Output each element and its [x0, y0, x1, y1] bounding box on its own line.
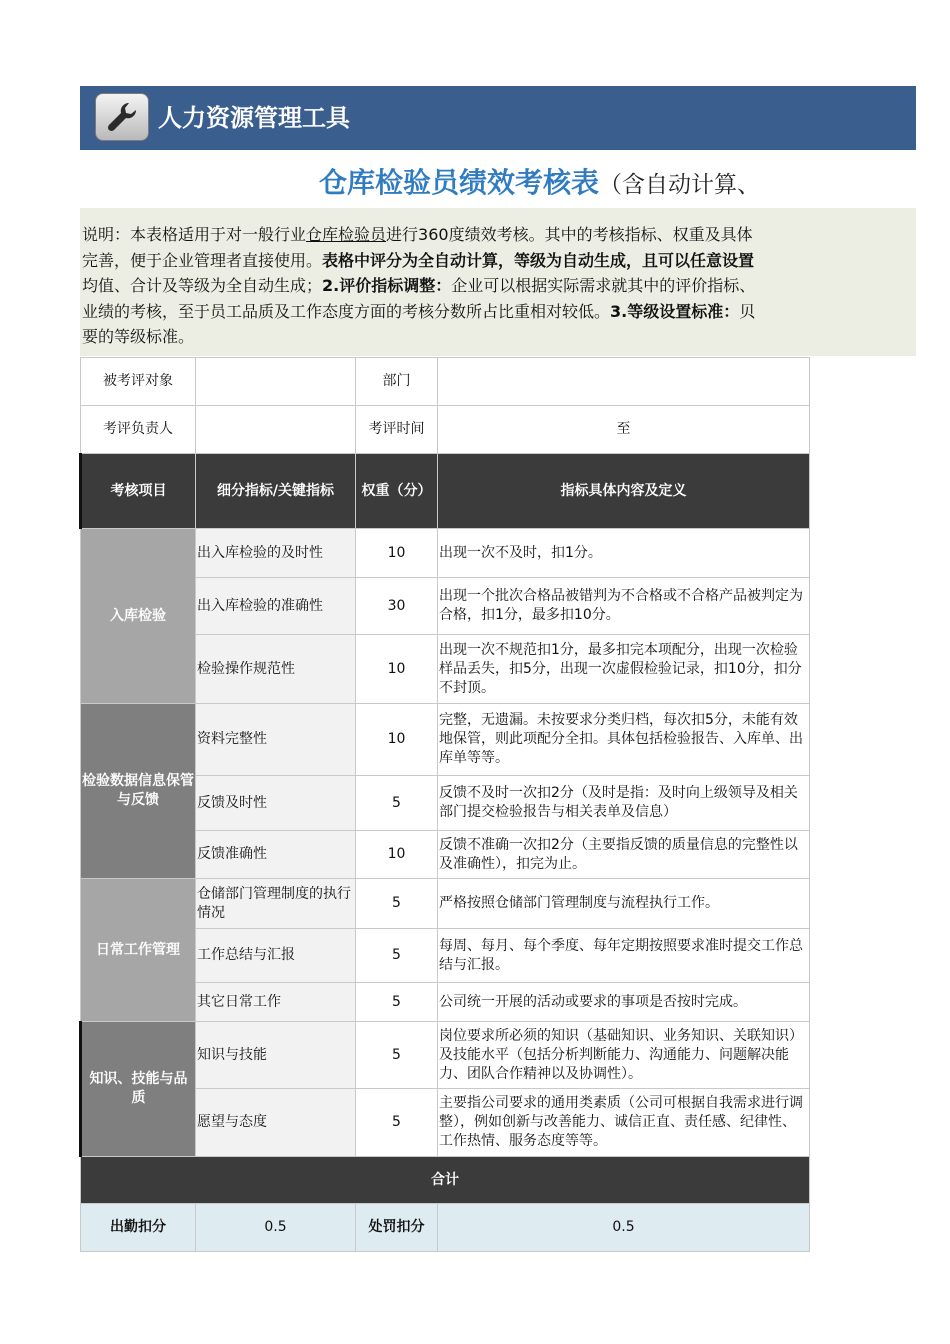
category-cell: 检验数据信息保管与反馈 [81, 704, 196, 879]
penalty-value[interactable]: 0.5 [438, 1204, 810, 1252]
definition-cell: 反馈不及时一次扣2分（及时是指：及时向上级领导及相关部门提交检验报告与相关表单及信息） [438, 776, 810, 831]
indicator-cell: 其它日常工作 [196, 983, 356, 1022]
desc-line1-underline: 仓库检验员 [306, 225, 387, 244]
definition-cell: 出现一个批次合格品被错判为不合格或不合格产品被判定为合格，扣1分，最多扣10分。 [438, 578, 810, 635]
desc-line3-bold: 2.评价指标调整： [322, 276, 452, 295]
evaluee-label: 被考评对象 [81, 358, 196, 406]
definition-cell: 出现一次不及时，扣1分。 [438, 529, 810, 578]
table-row [81, 879, 810, 929]
total-label: 合计 [81, 1157, 810, 1204]
weight-cell[interactable]: 5 [356, 1022, 438, 1089]
desc-line4-pre: 业绩的考核，至于员工品质及工作态度方面的考核分数所占比重相对较低。 [82, 301, 611, 321]
category-cell: 日常工作管理 [81, 879, 196, 1022]
definition-cell: 出现一次不规范扣1分，最多扣完本项配分，出现一次检验样品丢失，扣5分，出现一次虚假检验记录，扣10分，扣分不封顶。 [438, 635, 810, 704]
indicator-cell: 资料完整性 [196, 704, 356, 776]
indicator-cell: 出入库检验的准确性 [196, 578, 356, 635]
total-row [81, 1157, 810, 1204]
indicator-cell: 仓储部门管理制度的执行情况 [196, 879, 356, 929]
desc-line5: 要的等级标准。 [82, 327, 195, 346]
indicator-cell: 知识与技能 [196, 1022, 356, 1089]
desc-line2-bold: 表格中评分为全自动计算，等级为自动生成，且可以任意设置 [322, 250, 755, 270]
dept-input[interactable] [438, 358, 810, 406]
indicator-cell: 出入库检验的及时性 [196, 529, 356, 578]
table-row [81, 529, 810, 578]
desc-line1-pre: 说明：本表格适用于对一般行业 [82, 225, 307, 244]
table-row [81, 1022, 810, 1089]
description-text [82, 222, 810, 350]
lead-input[interactable] [196, 406, 356, 454]
definition-cell: 岗位要求所必须的知识（基础知识、业务知识、关联知识）及技能水平（包括分析判断能力、沟通能力、问题解决能力、团队合作精神以及协调性）。 [438, 1022, 810, 1089]
desc-line3-post: 企业可以根据实际需求就其中的评价指标、 [451, 276, 756, 295]
indicator-cell: 反馈准确性 [196, 831, 356, 879]
penalty-label: 处罚扣分 [356, 1204, 438, 1252]
weight-cell[interactable]: 30 [356, 578, 438, 635]
time-input[interactable]: 至 [438, 406, 810, 454]
description-panel [80, 208, 916, 356]
category-cell: 知识、技能与品质 [81, 1022, 196, 1157]
desc-line4-post: 贝 [739, 301, 756, 321]
desc-line2-pre: 完善，便于企业管理者直接使用。 [82, 250, 323, 270]
definition-cell: 完整，无遗漏。未按要求分类归档，每次扣5分，未能有效地保管，则此项配分全扣。具体包括检验报告、入库单、出库单等等。 [438, 704, 810, 776]
time-label: 考评时间 [356, 406, 438, 454]
definition-cell: 每周、每月、每个季度、每年定期按照要求准时提交工作总结与汇报。 [438, 929, 810, 983]
evaluee-input[interactable] [196, 358, 356, 406]
indicator-cell: 愿望与态度 [196, 1089, 356, 1157]
desc-line4-bold: 3.等级设置标准： [610, 301, 740, 321]
attendance-label: 出勤扣分 [81, 1204, 196, 1252]
document-title-main: 仓库检验员绩效考核表 [319, 166, 600, 199]
weight-cell[interactable]: 10 [356, 831, 438, 879]
evaluee-row [81, 358, 810, 406]
desc-line1-post: 进行360度绩效考核。其中的考核指标、权重及具体 [386, 225, 753, 244]
weight-cell[interactable]: 5 [356, 879, 438, 929]
lead-row [81, 406, 810, 454]
indicator-cell: 反馈及时性 [196, 776, 356, 831]
attendance-value[interactable]: 0.5 [196, 1204, 356, 1252]
header-definition: 指标具体内容及定义 [438, 454, 810, 529]
table-row [81, 704, 810, 776]
table-header-row [81, 454, 810, 529]
category-cell: 入库检验 [81, 529, 196, 704]
header-category: 考核项目 [81, 454, 196, 529]
desc-line3-pre: 均值、合计及等级为全自动生成； [82, 276, 323, 295]
definition-cell: 公司统一开展的活动或要求的事项是否按时完成。 [438, 983, 810, 1022]
weight-cell[interactable]: 5 [356, 776, 438, 831]
definition-cell: 反馈不准确一次扣2分（主要指反馈的质量信息的完整性以及准确性），扣完为止。 [438, 831, 810, 879]
header-indicator: 细分指标/关键指标 [196, 454, 356, 529]
weight-cell[interactable]: 10 [356, 635, 438, 704]
weight-cell[interactable]: 5 [356, 983, 438, 1022]
document-title [319, 160, 760, 206]
evaluation-table [79, 357, 810, 1252]
indicator-cell: 检验操作规范性 [196, 635, 356, 704]
footer-row [81, 1204, 810, 1252]
weight-cell[interactable]: 10 [356, 704, 438, 776]
definition-cell: 主要指公司要求的通用类素质（公司可根据自我需求进行调整），例如创新与改善能力、诚信正直、责任感、纪律性、工作热情、服务态度等等。 [438, 1089, 810, 1157]
weight-cell[interactable]: 10 [356, 529, 438, 578]
header-weight: 权重（分） [356, 454, 438, 529]
wrench-icon [95, 93, 149, 141]
document-title-sub: （含自动计算、 [599, 172, 761, 198]
weight-cell[interactable]: 5 [356, 1089, 438, 1157]
weight-cell[interactable]: 5 [356, 929, 438, 983]
dept-label: 部门 [356, 358, 438, 406]
lead-label: 考评负责人 [81, 406, 196, 454]
app-title: 人力资源管理工具 [158, 104, 350, 132]
indicator-cell: 工作总结与汇报 [196, 929, 356, 983]
definition-cell: 严格按照仓储部门管理制度与流程执行工作。 [438, 879, 810, 929]
